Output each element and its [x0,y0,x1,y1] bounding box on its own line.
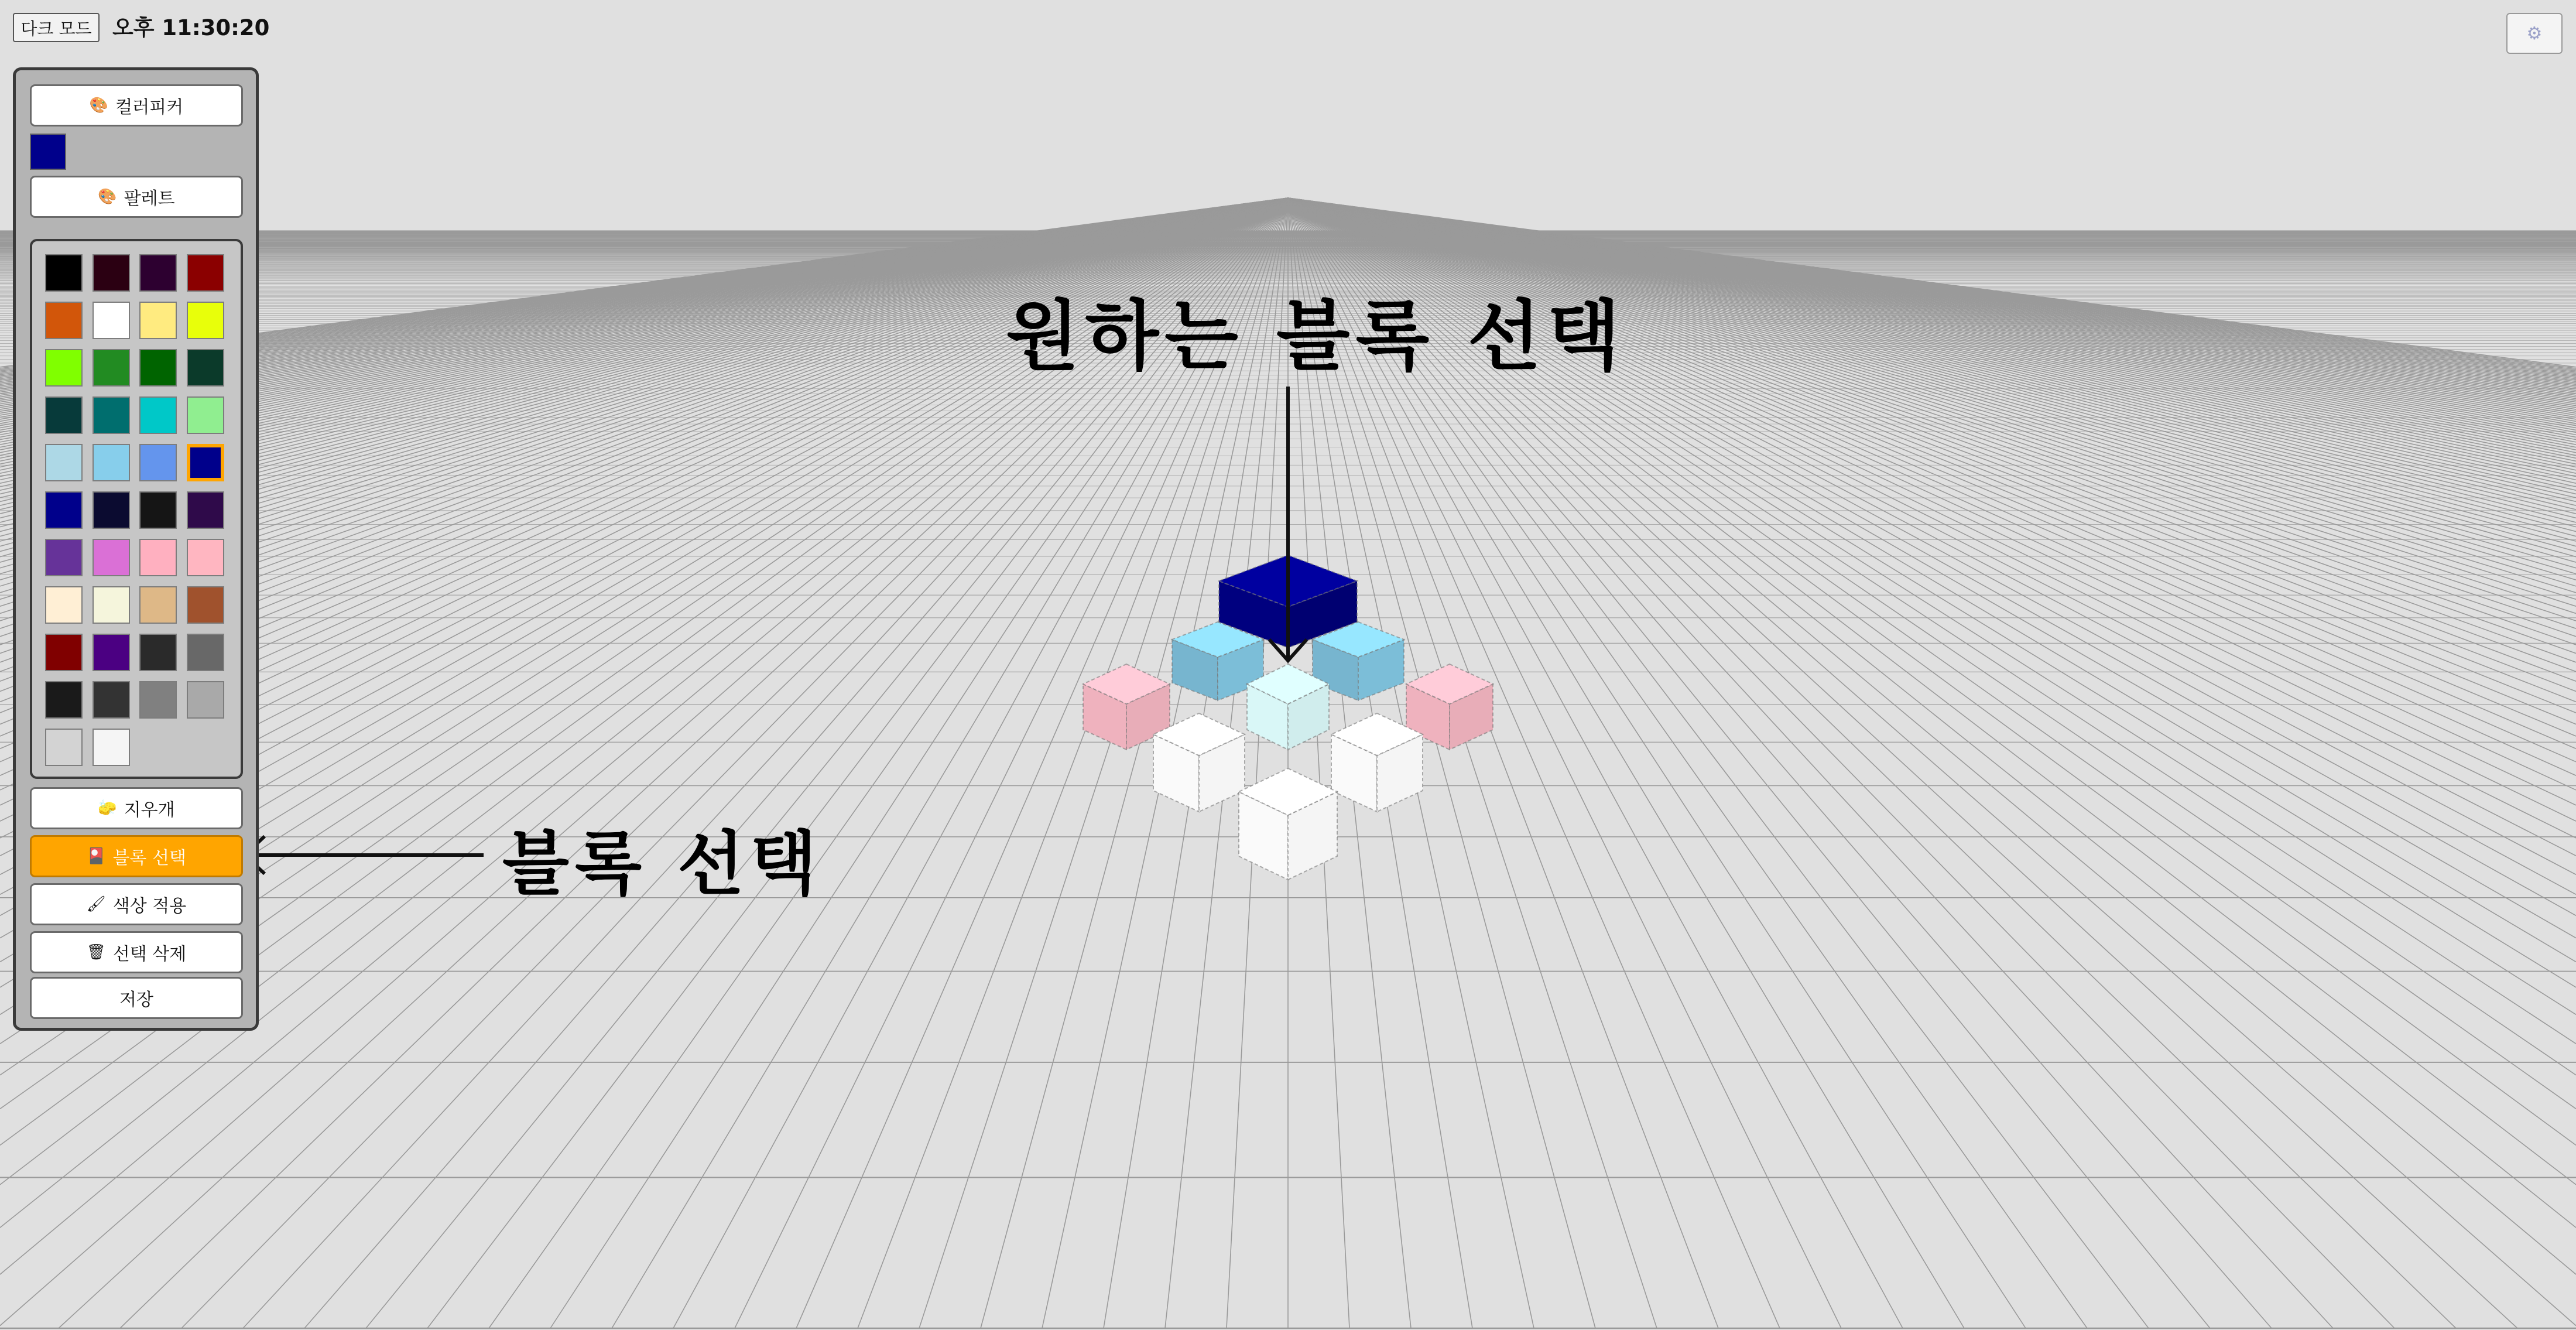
select-block-button[interactable] [30,835,243,877]
palette-swatch[interactable] [93,444,130,481]
brush-icon: 🖌 [86,895,106,913]
select-block-label: 블록 선택 [112,848,186,869]
palette-swatch[interactable] [45,729,83,766]
color-picker-label: 컬러피커 [115,97,184,118]
palette-swatch[interactable] [45,539,83,576]
eraser-label: 지우개 [124,800,175,820]
palette-swatch[interactable] [45,444,83,481]
palette-swatch[interactable] [187,681,224,719]
palette-swatch[interactable] [93,539,130,576]
gear-icon: ⚙ [2526,23,2543,44]
palette-swatch[interactable] [187,586,224,624]
clock: 오후 11:30:20 [112,15,270,40]
palette-swatch[interactable] [93,491,130,529]
palette-swatch[interactable] [93,681,130,719]
palette-swatch[interactable] [139,539,177,576]
dark-mode-toggle[interactable]: 다크 모드 [13,13,100,42]
current-color-swatch[interactable] [30,134,66,170]
eraser-icon: 🧽 [98,799,117,817]
palette-swatch[interactable] [45,491,83,529]
grid-line-radial [1288,198,2576,599]
palette-swatch[interactable] [139,491,177,529]
save-label: 저장 [119,990,153,1010]
palette-swatch[interactable] [45,396,83,434]
apply-color-button[interactable] [30,883,243,925]
palette-swatch[interactable] [139,634,177,671]
palette-swatch[interactable] [45,681,83,719]
card-icon: 🎴 [87,847,106,865]
palette-swatch[interactable] [139,254,177,292]
palette-swatch[interactable] [139,302,177,339]
grid-line-radial [1288,198,2576,606]
palette-swatch[interactable] [187,349,224,387]
eraser-button[interactable] [30,787,243,829]
delete-selection-button[interactable] [30,931,243,973]
palette-swatch[interactable] [45,254,83,292]
palette-swatch[interactable] [93,349,130,387]
palette-swatch[interactable] [93,396,130,434]
palette-button[interactable] [30,176,243,218]
tool-panel [13,67,259,1031]
palette-grid [30,239,243,779]
palette-swatch[interactable] [139,586,177,624]
delete-selection-label: 선택 삭제 [112,944,187,965]
palette-swatch[interactable] [93,634,130,671]
palette-swatch[interactable] [139,681,177,719]
palette-swatch[interactable] [45,349,83,387]
trash-icon: 🗑 [86,943,106,961]
annotation-select-block: 블록 선택 [502,823,823,904]
palette-swatch[interactable] [187,444,224,481]
palette-swatch[interactable] [187,491,224,529]
annotation-select-wanted-block: 원하는 블록 선택 [1006,292,1626,381]
save-button[interactable] [30,977,243,1019]
palette-label: 팔레트 [124,189,175,209]
palette-swatch[interactable] [139,396,177,434]
palette-swatch[interactable] [187,396,224,434]
apply-color-label: 색상 적용 [112,896,187,917]
palette-swatch[interactable] [45,586,83,624]
palette-swatch[interactable] [187,254,224,292]
palette-swatch[interactable] [45,302,83,339]
palette-swatch[interactable] [187,634,224,671]
palette-swatch[interactable] [93,302,130,339]
palette-swatch[interactable] [93,254,130,292]
palette-icon: 🎨 [98,188,117,206]
palette-icon: 🎨 [89,97,109,114]
palette-swatch[interactable] [93,729,130,766]
palette-swatch[interactable] [45,634,83,671]
palette-swatch[interactable] [93,586,130,624]
settings-button[interactable] [2506,13,2563,54]
palette-swatch[interactable] [139,444,177,481]
palette-swatch[interactable] [187,539,224,576]
palette-swatch[interactable] [139,349,177,387]
color-picker-button[interactable] [30,84,243,126]
palette-swatch[interactable] [187,302,224,339]
